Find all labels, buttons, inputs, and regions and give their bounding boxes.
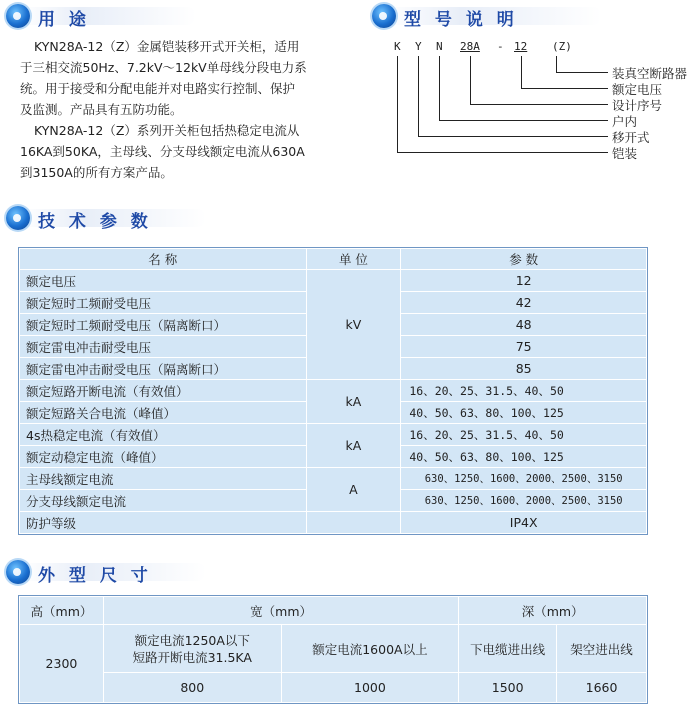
row-value: 40、50、63、80、100、125 <box>401 402 647 424</box>
dims-value-row <box>20 673 647 703</box>
row-name: 主母线额定电流 <box>20 468 307 490</box>
row-name: 额定雷电冲击耐受电压 <box>20 336 307 358</box>
table-row <box>20 380 647 402</box>
row-value: 85 <box>401 358 647 380</box>
model-label-withdrawable: 移开式 <box>612 130 650 145</box>
row-value: 16、20、25、31.5、40、50 <box>401 424 647 446</box>
row-name: 额定短时工频耐受电压 <box>20 292 307 314</box>
dims-title: 外 型 尺 寸 <box>38 566 152 586</box>
depth-sub-1: 下电缆进出线 <box>459 625 557 673</box>
usage-line: KYN28A-12（Z）系列开关柜包括热稳定电流从 <box>34 123 300 138</box>
row-name: 额定短时工频耐受电压（隔离断口） <box>20 314 307 336</box>
width-sub-1: 额定电流1250A以下 短路开断电流31.5KA <box>103 625 281 673</box>
row-name: 额定短路开断电流（有效值） <box>20 380 307 402</box>
model-part-k: K <box>394 40 401 53</box>
row-name: 分支母线额定电流 <box>20 490 307 512</box>
model-label-armored: 铠装 <box>612 146 638 161</box>
usage-title: 用 途 <box>38 10 90 30</box>
depth-value-2: 1660 <box>557 673 647 703</box>
dims-table <box>18 595 648 704</box>
unit-a: A <box>306 468 401 512</box>
dims-sub-row <box>20 625 647 673</box>
unit-empty <box>306 512 401 534</box>
bullet-circle-icon <box>6 206 30 230</box>
dims-section-header <box>6 560 206 584</box>
depth-header: 深（mm） <box>459 597 647 625</box>
model-label-breaker: 装真空断路器 <box>612 66 688 81</box>
model-part-dash: - <box>497 40 504 53</box>
model-section-header <box>372 4 602 28</box>
width-sub-2: 额定电流1600A以上 <box>281 625 459 673</box>
unit-kv: kV <box>306 270 401 380</box>
depth-sub-2: 架空进出线 <box>557 625 647 673</box>
model-part-voltage: 12 <box>514 40 528 53</box>
usage-line: 16KA到50KA，主母线、分支母线额定电流从630A <box>20 144 305 159</box>
model-label-design: 设计序号 <box>612 98 663 113</box>
unit-ka-thermal: kA <box>306 424 401 468</box>
width-value-2: 1000 <box>281 673 459 703</box>
bullet-circle-icon <box>372 4 396 28</box>
row-value: 48 <box>401 314 647 336</box>
row-value: 16、20、25、31.5、40、50 <box>401 380 647 402</box>
model-part-y: Y <box>415 40 422 53</box>
row-name: 额定电压 <box>20 270 307 292</box>
model-label-voltage: 额定电压 <box>612 82 663 97</box>
model-part-n: N <box>436 40 443 53</box>
column-header-value: 参 数 <box>401 249 647 270</box>
bullet-circle-icon <box>6 4 30 28</box>
usage-line: 到3150A的所有方案产品。 <box>20 165 173 180</box>
table-header-row <box>20 249 647 270</box>
row-value: 40、50、63、80、100、125 <box>401 446 647 468</box>
dims-header-row <box>20 597 647 625</box>
row-value: 630、1250、1600、2000、2500、3150 <box>401 468 647 490</box>
column-header-unit: 单 位 <box>306 249 401 270</box>
row-value: 630、1250、1600、2000、2500、3150 <box>401 490 647 512</box>
usage-line: 及监测。产品具有五防功能。 <box>20 102 183 117</box>
model-part-z: (Z) <box>552 40 572 53</box>
row-value: IP4X <box>401 512 647 534</box>
model-title: 型 号 说 明 <box>404 10 518 30</box>
row-name: 额定雷电冲击耐受电压（隔离断口） <box>20 358 307 380</box>
usage-line: 于三相交流50Hz、7.2kV～12kV单母线分段电力系 <box>20 60 307 75</box>
table-row <box>20 512 647 534</box>
height-header: 高（mm） <box>20 597 104 625</box>
row-name: 4s热稳定电流（有效值） <box>20 424 307 446</box>
row-name: 额定短路关合电流（峰值） <box>20 402 307 424</box>
usage-line: KYN28A-12（Z）金属铠装移开式开关柜，适用 <box>34 39 300 54</box>
row-value: 75 <box>401 336 647 358</box>
column-header-name: 名 称 <box>20 249 307 270</box>
row-value: 42 <box>401 292 647 314</box>
row-name: 防护等级 <box>20 512 307 534</box>
row-name: 额定动稳定电流（峰值） <box>20 446 307 468</box>
tech-section-header <box>6 206 206 230</box>
usage-section-header <box>6 4 196 28</box>
tech-table <box>18 247 648 535</box>
model-label-indoor: 户内 <box>612 114 638 129</box>
unit-ka-breaking: kA <box>306 380 401 424</box>
usage-line: 统。用于接受和分配电能并对电路实行控制、保护 <box>20 81 296 96</box>
table-row <box>20 424 647 446</box>
height-value: 2300 <box>20 625 104 703</box>
table-row <box>20 468 647 490</box>
model-part-series: 28A <box>460 40 480 53</box>
bullet-circle-icon <box>6 560 30 584</box>
depth-value-1: 1500 <box>459 673 557 703</box>
table-row <box>20 270 647 292</box>
width-value-1: 800 <box>103 673 281 703</box>
width-header: 宽（mm） <box>103 597 458 625</box>
tech-title: 技 术 参 数 <box>38 212 152 232</box>
row-value: 12 <box>401 270 647 292</box>
